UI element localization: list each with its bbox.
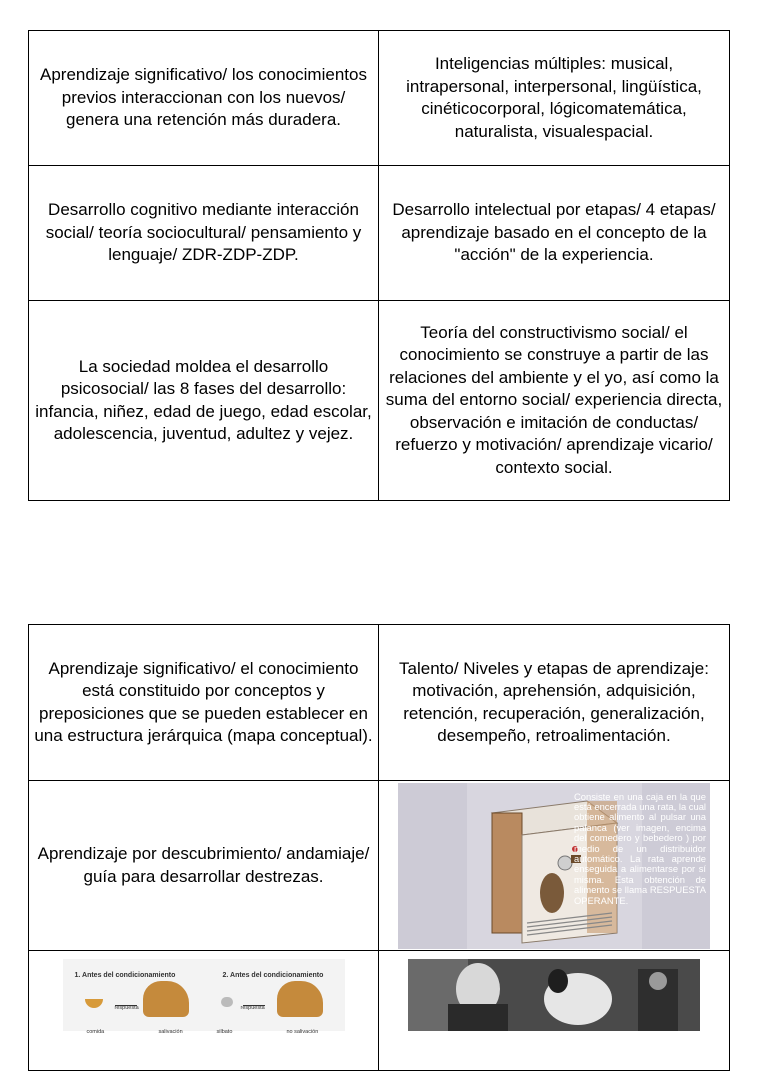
theories-table-2 — [28, 624, 730, 1071]
classical-conditioning-diagram — [63, 959, 345, 1035]
theories-table-1 — [28, 30, 730, 501]
cell-multiple-intelligences: Inteligencias múltiples: musical, intrapersonal, interpersonal, lingüística, cinéticocorporal, lógicomatemática, naturalista, visualespacial. — [379, 31, 730, 166]
response-label-1: respuesta — [114, 1005, 139, 1011]
cell-meaningful-learning: Aprendizaje significativo/ los conocimientos previos interaccionan con los nuevos/ genera una retención más duradera. — [29, 31, 379, 166]
cell-sociocultural-theory: Desarrollo cognitivo mediante interacción social/ teoría sociocultural/ pensamiento y lenguaje/ ZDR-ZDP-ZDP. — [29, 166, 379, 301]
skinner-box-image — [398, 783, 710, 949]
diagram-heading-2: 2. Antes del condicionamiento — [222, 972, 324, 979]
cell-concept-map-learning: Aprendizaje significativo/ el conocimiento está constituido por conceptos y preposiciones que se pueden establecer en una estructura jerárquica (mapa conceptual). — [29, 625, 379, 781]
response-label-2: respuesta — [240, 1005, 265, 1011]
cell-discovery-learning: Aprendizaje por descubrimiento/ andamiaje/ guía para desarrollar destrezas. — [29, 781, 379, 951]
food-label: comida — [86, 1029, 105, 1035]
diagram-heading-1: 1. Antes del condicionamiento — [74, 972, 176, 979]
no-salivation-label: no salivación — [286, 1029, 319, 1035]
whistle-label: silbato — [216, 1029, 233, 1035]
dog-icon — [143, 981, 189, 1017]
pavlov-photo-illustration — [408, 959, 700, 1031]
cell-psychosocial-development: La sociedad moldea el desarrollo psicosocial/ las 8 fases del desarrollo: infancia, niñez, edad de juego, edad escolar, adolescencia, juventud, adultez y vejez. — [29, 301, 379, 501]
cell-pavlov-photo — [379, 951, 730, 1071]
cell-intellectual-stages: Desarrollo intelectual por etapas/ 4 etapas/ aprendizaje basado en el concepto de la "acción" de la experiencia. — [379, 166, 730, 301]
whistle-icon — [221, 997, 233, 1007]
salivation-label: salivación — [158, 1029, 183, 1035]
pavlov-dog-photo — [408, 959, 700, 1031]
food-bowl-icon — [85, 999, 103, 1008]
cell-talent-learning-levels: Talento/ Niveles y etapas de aprendizaje: motivación, aprehensión, adquisición, retención, recuperación, generalización, desempeño, retroalimentación. — [379, 625, 730, 781]
cell-pavlov-diagram — [29, 951, 379, 1071]
dog-icon — [277, 981, 323, 1017]
skinner-box-description: Consiste en una caja en la que está encerrada una rata, la cual obtiene alimento al pulsar una palanca (ver imagen, encima del comedero y bebedero ) por medio de un distribuidor automático. La rata aprende enseguida a alimentarse por sí misma. Esta obtención de alimento se llama RESPUESTA OPERANTE. — [574, 790, 706, 906]
cell-social-constructivism: Teoría del constructivismo social/ el conocimiento se construye a partir de las relaciones del ambiente y el yo, así como la suma del entorno social/ experiencia directa, observación e imitación de conductas/ refuerzo y motivación/ aprendizaje vicario/ contexto social. — [379, 301, 730, 501]
cell-skinner-box — [379, 781, 730, 951]
